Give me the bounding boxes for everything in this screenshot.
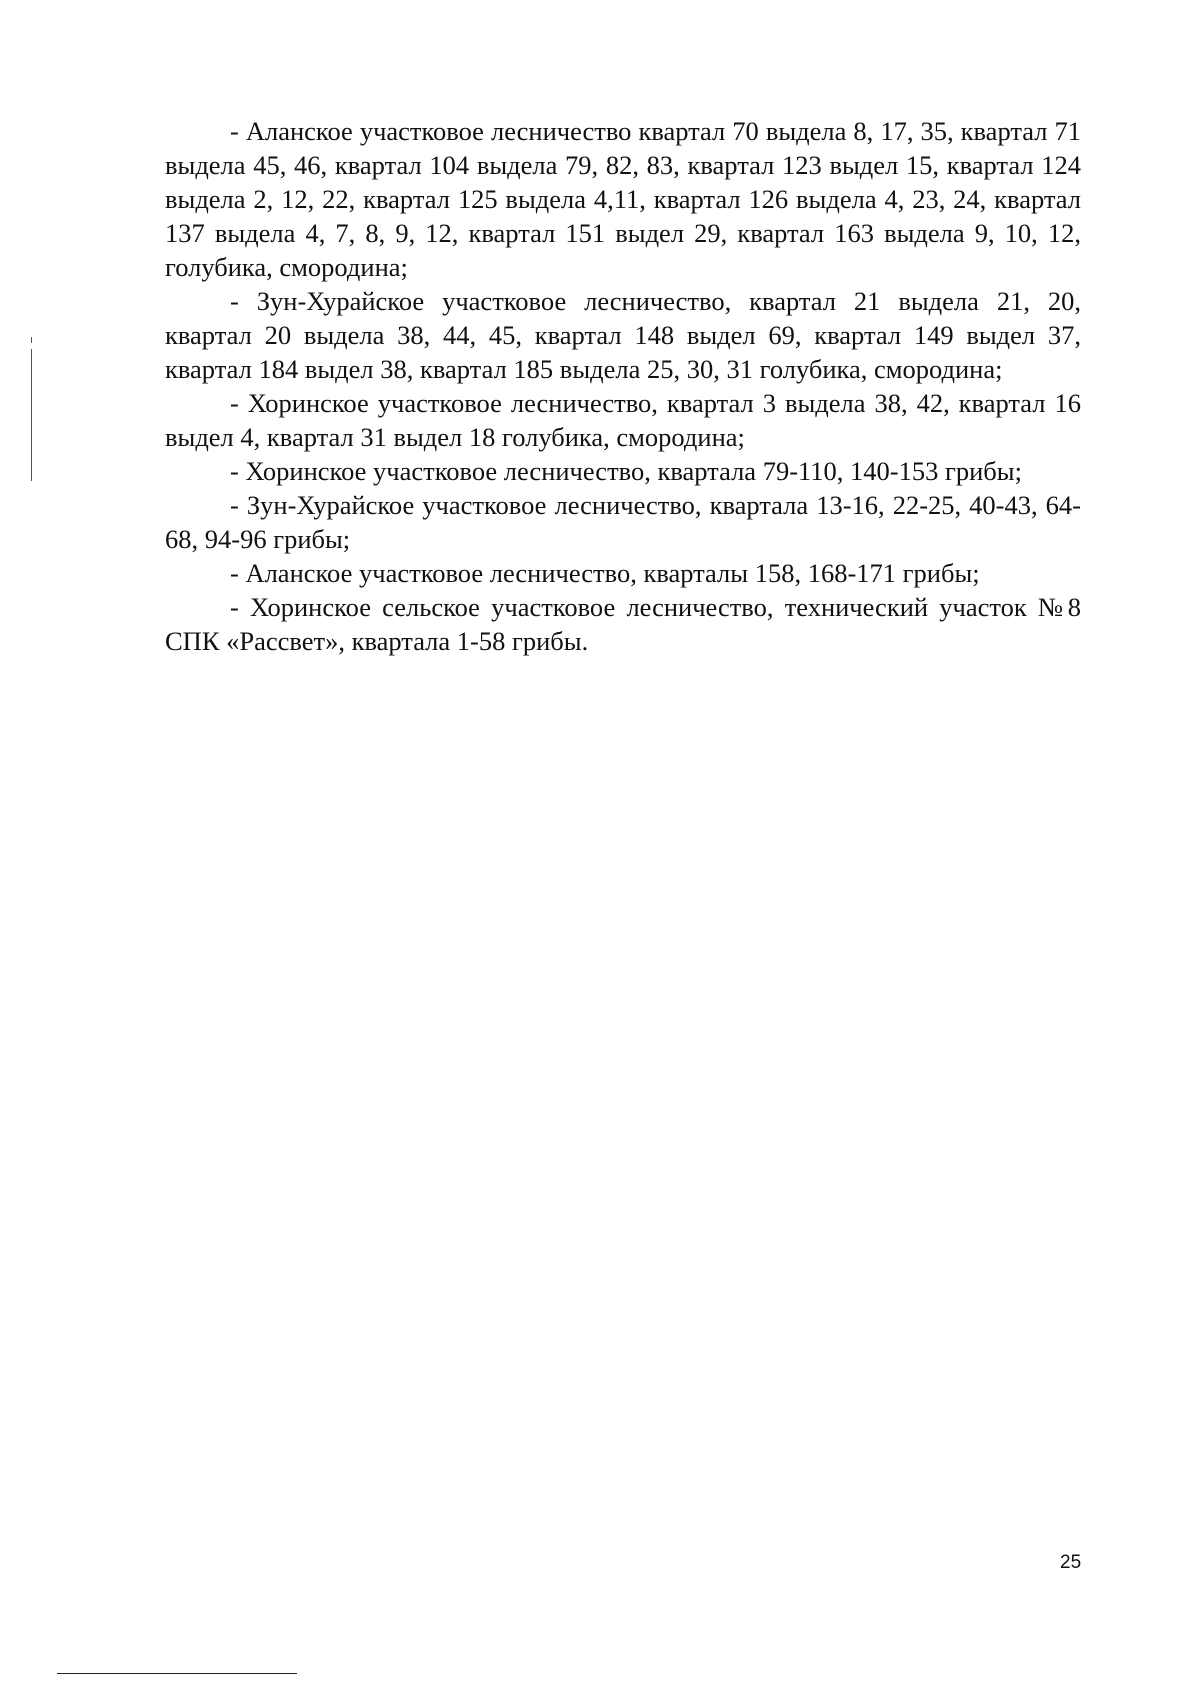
paragraph-alanskoe-berries: - Аланское участковое лесничество квартал 70 выдела 8, 17, 35, квартал 71 выдела 45, 46, квартал 104 выдела 79, 82, 83, квартал 123 выдел 15, квартал 124 выдела 2, 12, 22, квартал 125 выдела 4,11, квартал 126 выдела 4, 23, 24, квартал 137 выдела 4, 7, 8, 9, 12, квартал 151 выдел 29, квартал 163 выдела 9, 10, 12, голубика, смородина; [165,116,1081,282]
paragraph-zun-khuraiskoe-mushrooms: - Зун-Хурайское участковое лесничество, квартала 13-16, 22-25, 40-43, 64-68, 94-96 грибы; [165,490,1081,554]
page-number: 25 [1060,1552,1082,1573]
paragraph-alanskoe-mushrooms: - Аланское участковое лесничество, кварталы 158, 168-171 грибы; [230,558,980,588]
paragraph-khorinskoe-rural-mushrooms: - Хоринское сельское участковое лесничество, технический участок №8 СПК «Рассвет», квартала 1-58 грибы. [165,592,1081,656]
footnote-divider [57,1673,297,1674]
paragraph-khorinskoe-mushrooms: - Хоринское участковое лесничество, квартала 79-110, 140-153 грибы; [230,456,1022,486]
paragraph-zun-khuraiskoe-berries: - Зун-Хурайское участковое лесничество, квартал 21 выдела 21, 20, квартал 20 выдела 38, 44, 45, квартал 148 выдел 69, квартал 149 выдел 37, квартал 184 выдел 38, квартал 185 выдела 25, 30, 31 голубика, смородина; [165,286,1081,384]
paragraph-khorinskoe-berries: - Хоринское участковое лесничество, квартал 3 выдела 38, 42, квартал 16 выдел 4, квартал 31 выдел 18 голубика, смородина; [165,388,1081,452]
scan-margin-mark [31,337,32,343]
scan-margin-line [31,349,32,481]
document-body [165,114,1081,658]
